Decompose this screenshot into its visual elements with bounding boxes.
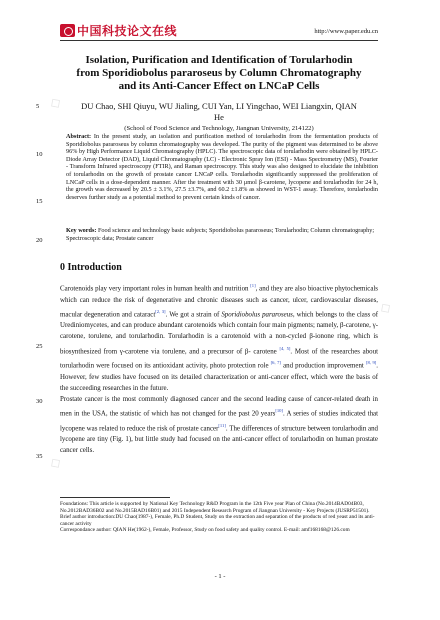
introduction-body [60, 280, 378, 457]
header-divider [60, 40, 378, 41]
text-run: . Most of the researches about torularhodin were focused on its antioxidant activity, photo protection role [60, 347, 378, 370]
line-number: 25 [36, 343, 43, 350]
paragraph [60, 280, 378, 394]
paragraph [60, 394, 378, 457]
site-logo[interactable] [60, 22, 177, 39]
keywords-text: Food science and technology basic subjects; Sporidiobolus pararoseus; Torularhodin; Column chromatography; Spectroscopic data; Prostate cancer [66, 227, 375, 242]
text-run: Prostate cancer is the most commonly diagnosed cancer and the second leading cause of cancer-related death in men in the USA, the statistic of which has not changed for the past 20 years [60, 396, 378, 418]
abstract-text: In the present study, an isolation and purification method of torularhodin from the fermentation products of Sporidiobolus pararoseus by column chromatography was developed. The purity of the pigment was determined to be above 96% by High Performance Liquid Chromatography (HPLC). The spectroscopic data of torularhodin were obtained by HPLC-Diode Array Detector (DAD), Liquid Chromatography (LC) - Electronic Spray Ion (ESI) - Mass Spectrometry (MS), Fourier - Transform Infrared spectroscopy (FTIR), and Raman spectroscopy. This study was also designed to elucidate the inhibition of torularhodin on the growth of prostate cancer LNCaP cells. Torularhodin significantly suppressed the proliferation of LNCaP cells in a dose-dependent manner. After the treatment with 30 μmol β-carotene, lycopene and torularhodin for 24 h, the growth was decreased by 20.5 ± 3.1%, 27.5 ±3.7%, and 60.2 ±1.8% as showed in WST-1 assay. Therefore, torularhodin deserves further study as a potential method to prevent certain kinds of cancer. [66, 133, 379, 201]
citation-link[interactable]: [2, 3] [155, 308, 166, 314]
title-line: and its Anti-Cancer Effect on LNCaP Cells [118, 80, 320, 92]
text-run: . However, few studies have focused on its detailed characterization or anti-cancer effect, which were the basis of the succeeding researches in the future. [60, 362, 379, 392]
text-run: . A series of studies indicated that lycopene was related to reduce the risk of prostate cancer [60, 410, 378, 433]
footnote-author-intro: Brief author introduction:DU Chao(1987-), Female, Ph.D Student, Study on the extraction and separation of the products of red yeast and its anti-cancer activity [60, 514, 375, 527]
footnote-foundations: Foundations: This article is supported by National Key Technology R&D Program in the 12th Five year Plan of China (No.2014BAD04B03, No.2012BAD36B02 and No.2015BAD16B01) and 2015 Independent Research Program of Jiangnan University - Key Projects (JUSRP51501). [60, 501, 370, 514]
text-run: . We got a strain of [165, 311, 222, 318]
authors-line: He [214, 112, 224, 122]
watermark: ◇ [46, 93, 65, 113]
text-run: and production improvement [280, 362, 366, 370]
page-header [60, 22, 378, 44]
logo-emblem-icon [60, 24, 75, 37]
authors-line: DU Chao, SHI Qiuyu, WU Jialing, CUI Yan, LI Yingchao, WEI Liangxin, QIAN [81, 101, 357, 111]
keywords [66, 227, 378, 242]
logo-text: 中国科技论文在线 [77, 24, 178, 38]
line-number: 15 [36, 198, 43, 205]
citation-link[interactable]: [4, 5] [279, 345, 291, 351]
watermark: ◇ [376, 298, 395, 318]
text-run: , which belongs to the class of Urediniomycetes, and can produce abundant carotenoids which contain four main pigments; namely, β-carotene, γ-carotene, torulene, and torularhodin. Torularhodin is a carotenoid with a non-cycled β-ionone ring, which is biosynthesized from γ-carotene via torulene, and a precursor of β- carotene [60, 311, 379, 355]
page-number: - 1 - [214, 573, 226, 580]
citation-link[interactable]: [1] [250, 283, 256, 288]
footnote-divider [60, 497, 170, 498]
abstract-label: Abstract: [66, 133, 92, 140]
site-url-link[interactable]: http://www.paper.edu.cn [314, 28, 378, 35]
species-name: Sporidiobolus pararoseus [221, 311, 293, 318]
citation-link[interactable]: [8, 9] [365, 360, 377, 366]
line-number: 30 [36, 398, 43, 405]
line-number: 20 [36, 237, 43, 244]
author-list [60, 101, 378, 123]
affiliation: (School of Food Science and Technology, Jiangnan University, 214122) [124, 125, 314, 132]
line-number: 5 [36, 103, 40, 110]
text-run: , and they are also bioactive phytochemicals which can reduce the risk of degenerative and chronic diseases such as cancer, ulcer, cardiovascular diseases, macular degeneration and cataract [60, 285, 378, 318]
line-number: 35 [36, 453, 43, 460]
title-line: Isolation, Purification and Identification of Torularhodin [85, 54, 353, 66]
line-number: 10 [36, 151, 43, 158]
keywords-label: Key words: [66, 227, 97, 234]
abstract [66, 133, 378, 201]
citation-link[interactable]: [6, 7] [270, 360, 281, 366]
text-run: Carotenoids play very important roles in human health and nutrition [60, 285, 251, 293]
section-title-introduction: 0 Introduction [60, 262, 122, 273]
footnote-correspondence: Correspondance author: QIAN He(1962-), Female, Professor, Study on food safety and quality control. E-mail: amf168168@126.com [60, 527, 350, 534]
citation-link[interactable]: [10] [275, 408, 284, 414]
citation-link[interactable]: [11] [218, 422, 226, 428]
watermark: ◇ [46, 453, 65, 473]
text-run: . The differences of structure between torularhodin and lycopene are tiny (Fig. 1), but little study had focused on the anti-cancer effect of torularhodin on human prostate cancer cells. [60, 425, 378, 455]
paper-title [60, 54, 378, 93]
title-line: from Sporidiobolus pararoseus by Column Chromatography [76, 67, 362, 79]
footnotes [60, 501, 378, 534]
